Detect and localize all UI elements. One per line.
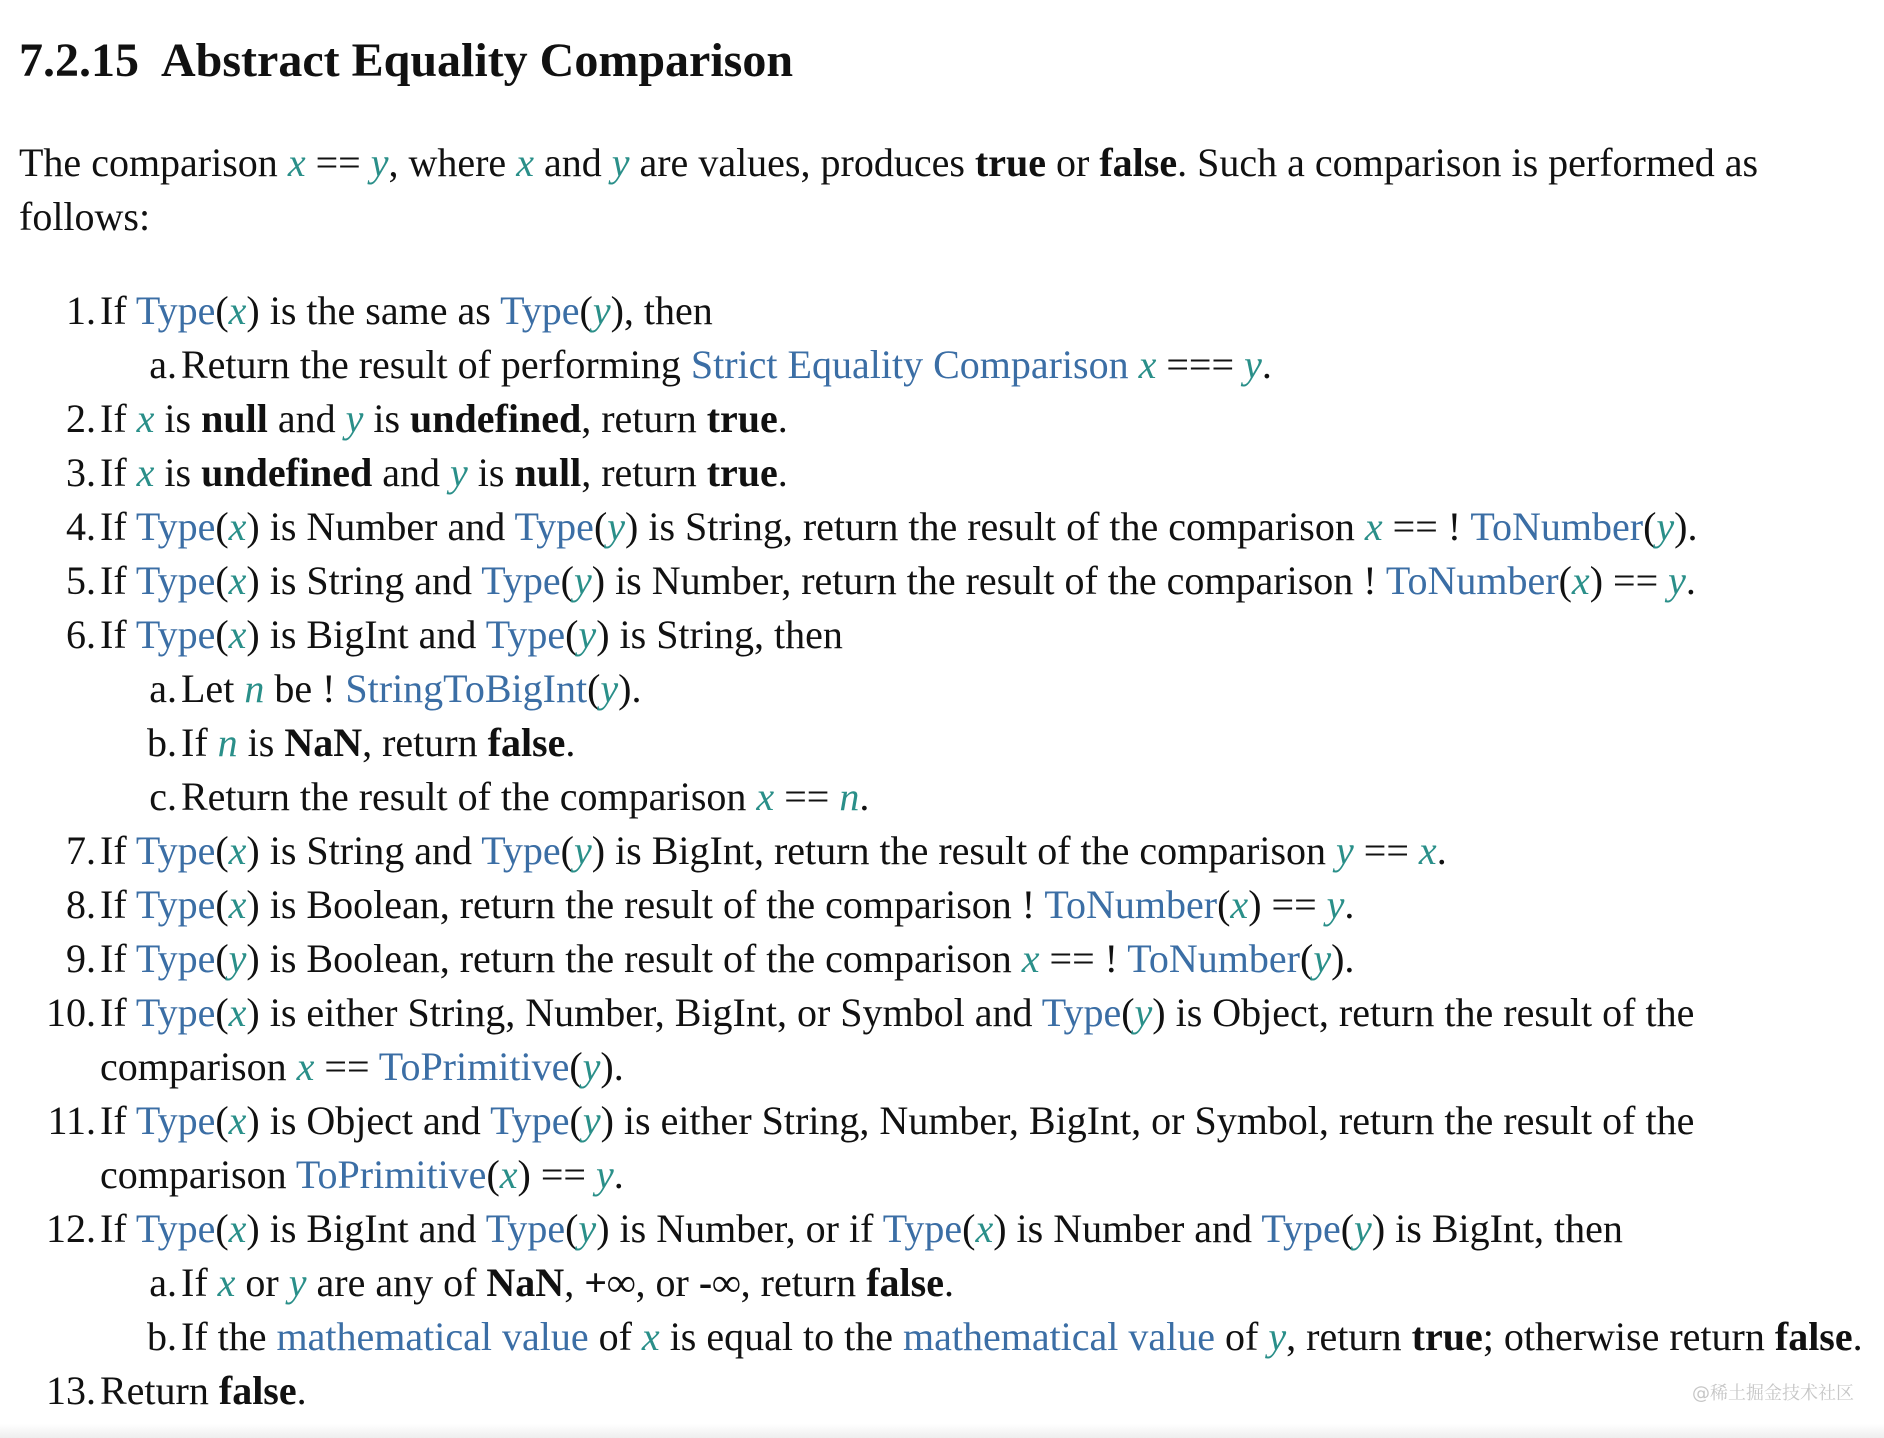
step-1: 1. If Type(x) is the same as Type(y), then	[19, 284, 1800, 338]
bottom-fade	[0, 1424, 1884, 1438]
step-8: 8. If Type(x) is Boolean, return the result of the comparison ! ToNumber(x) == y.	[19, 878, 1800, 932]
step-number: 1.	[66, 288, 96, 333]
var-x: x	[287, 140, 306, 185]
section-number: 7.2.15	[19, 34, 139, 87]
step-12b: b. If the mathematical value of x is equal to the mathematical value of y, return true; otherwise return false.	[19, 1310, 1881, 1364]
step-number: 9.	[66, 936, 96, 981]
step-1a: a. Return the result of performing Strict Equality Comparison x === y.	[19, 338, 1881, 392]
spec-section	[19, 20, 1863, 1418]
step-6: 6. If Type(x) is BigInt and Type(y) is String, then	[19, 608, 1800, 662]
step-12a: a. If x or y are any of NaN, +∞, or -∞, return false.	[19, 1256, 1881, 1310]
section-title: Abstract Equality Comparison	[161, 34, 794, 87]
step-number: 13.	[46, 1368, 96, 1413]
link-type[interactable]: Type	[500, 288, 580, 333]
step-5: 5. If Type(x) is String and Type(y) is Number, return the result of the comparison ! ToNumber(x) == y.	[19, 554, 1800, 608]
link-type[interactable]: Type	[481, 828, 561, 873]
link-type[interactable]: Type	[882, 1206, 963, 1251]
link-type[interactable]: Type	[481, 558, 561, 603]
step-number: 8.	[66, 882, 96, 927]
step-13: 13. Return false.	[19, 1364, 1800, 1418]
step-3: 3. If x is undefined and y is null, return true.	[19, 446, 1800, 500]
link-type[interactable]: Type	[135, 612, 216, 657]
step-number: 6.	[66, 612, 96, 657]
link-toprimitive[interactable]: ToPrimitive	[378, 1044, 570, 1089]
link-type[interactable]: Type	[514, 504, 594, 549]
substep-number: b.	[147, 720, 177, 765]
step-11: 11. If Type(x) is Object and Type(y) is either String, Number, BigInt, or Symbol, return the result of the comparison ToPrimitive(x) == y.	[19, 1094, 1800, 1202]
section-heading	[19, 20, 1859, 102]
step-12: 12. If Type(x) is BigInt and Type(y) is Number, or if Type(x) is Number and Type(y) is BigInt, then	[19, 1202, 1800, 1256]
link-type[interactable]: Type	[485, 612, 566, 657]
intro-paragraph: The comparison x == y, where x and y are values, produces true or false. Such a comparison is performed as follows:	[19, 140, 1759, 239]
watermark: @稀土掘金技术社区	[1692, 1383, 1854, 1404]
substep-number: a.	[149, 1260, 177, 1305]
link-type[interactable]: Type	[485, 1206, 566, 1251]
step-10: 10. If Type(x) is either String, Number, BigInt, or Symbol and Type(y) is Object, return the result of the comparison x == ToPrimitive(y).	[19, 986, 1800, 1094]
link-type[interactable]: Type	[135, 828, 216, 873]
step-number: 12.	[46, 1206, 96, 1251]
step-7: 7. If Type(x) is String and Type(y) is BigInt, return the result of the comparison y == x.	[19, 824, 1800, 878]
link-tonumber[interactable]: ToNumber	[1127, 936, 1300, 981]
link-mathematical-value[interactable]: mathematical value	[276, 1314, 589, 1359]
substep-number: b.	[147, 1314, 177, 1359]
substep-number: a.	[149, 666, 177, 711]
keyword-true: true	[974, 140, 1046, 185]
link-type[interactable]: Type	[1261, 1206, 1341, 1251]
step-number: 4.	[66, 504, 96, 549]
link-tonumber[interactable]: ToNumber	[1044, 882, 1218, 927]
link-strict-equality-comparison[interactable]: Strict Equality Comparison	[690, 342, 1129, 387]
step-4: 4. If Type(x) is Number and Type(y) is String, return the result of the comparison x == ! ToNumber(y).	[19, 500, 1800, 554]
step-2: 2. If x is null and y is undefined, return true.	[19, 392, 1800, 446]
algorithm-steps	[19, 284, 1863, 1418]
link-type[interactable]: Type	[135, 504, 216, 549]
keyword-false: false	[1099, 140, 1178, 185]
step-6b: b. If n is NaN, return false.	[19, 716, 1881, 770]
link-type[interactable]: Type	[135, 288, 216, 333]
link-mathematical-value[interactable]: mathematical value	[902, 1314, 1216, 1359]
step-number: 2.	[66, 396, 96, 441]
step-number: 7.	[66, 828, 96, 873]
link-type[interactable]: Type	[490, 1098, 570, 1143]
step-number: 10.	[46, 990, 96, 1035]
link-stringtobigint[interactable]: StringToBigInt	[345, 666, 588, 711]
link-type[interactable]: Type	[135, 882, 216, 927]
link-type[interactable]: Type	[135, 936, 216, 981]
var-x: x	[516, 140, 534, 185]
step-number: 11.	[47, 1098, 96, 1143]
link-type[interactable]: Type	[135, 1206, 216, 1251]
link-toprimitive[interactable]: ToPrimitive	[295, 1152, 487, 1197]
step-number: 3.	[66, 450, 96, 495]
link-type[interactable]: Type	[135, 558, 216, 603]
var-y: y	[370, 140, 389, 185]
step-6a: a. Let n be ! StringToBigInt(y).	[19, 662, 1881, 716]
step-6c: c. Return the result of the comparison x == n.	[19, 770, 1881, 824]
var-y: y	[611, 140, 630, 185]
link-tonumber[interactable]: ToNumber	[1470, 504, 1644, 549]
link-type[interactable]: Type	[135, 990, 216, 1035]
link-type[interactable]: Type	[135, 1098, 216, 1143]
step-9: 9. If Type(y) is Boolean, return the result of the comparison x == ! ToNumber(y).	[19, 932, 1800, 986]
substep-number: a.	[149, 342, 177, 387]
link-type[interactable]: Type	[1041, 990, 1122, 1035]
substep-number: c.	[149, 774, 177, 819]
link-tonumber[interactable]: ToNumber	[1385, 558, 1559, 603]
step-number: 5.	[66, 558, 96, 603]
